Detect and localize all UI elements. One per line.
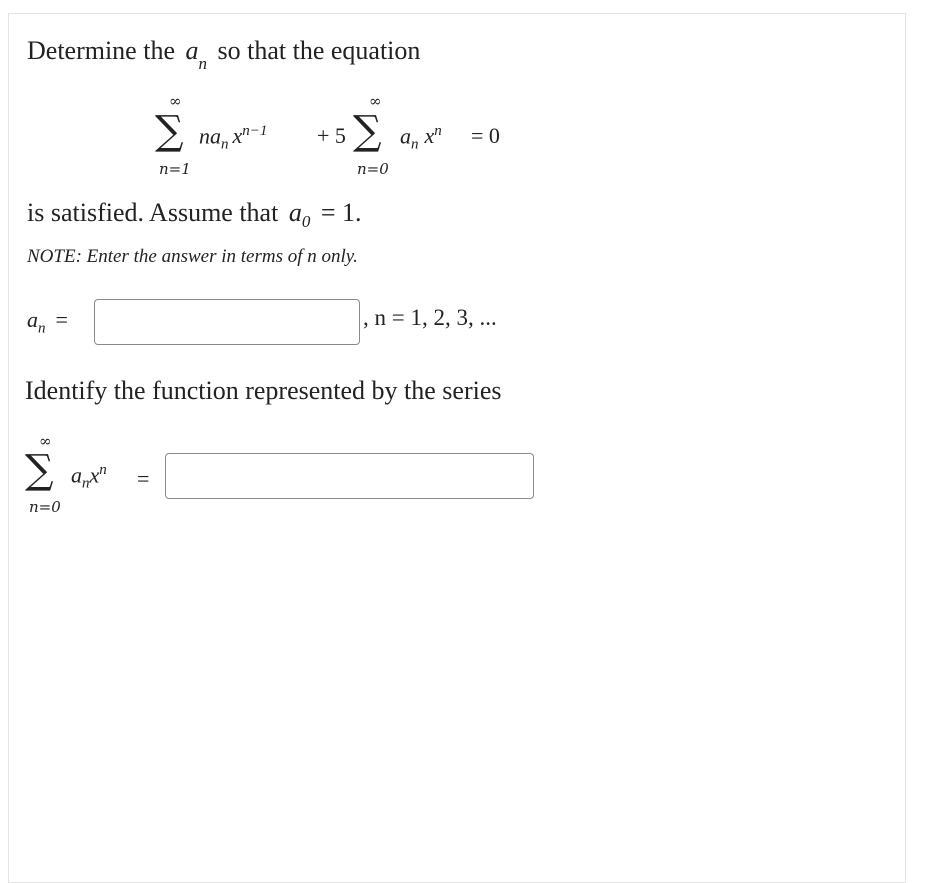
assume-rest: = 1. <box>320 198 362 227</box>
question2-text: Identify the function represented by the series <box>25 376 502 405</box>
answer2-input[interactable] <box>165 453 534 499</box>
satisfied-text: is satisfied. Assume that <box>27 198 279 227</box>
sum2-upper-limit: ∞ <box>369 92 382 110</box>
intro-line <box>27 36 421 74</box>
sum1-upper-limit: ∞ <box>169 92 182 110</box>
series-lower-limit: n=0 <box>29 498 61 516</box>
plus-five: + 5 <box>317 123 346 148</box>
series-term: $a_nx^n$ <box>71 462 107 492</box>
note-text: NOTE: Enter the answer in terms of n only. <box>27 246 358 267</box>
intro-var: $a_n$ <box>185 36 207 74</box>
series-upper-limit: ∞ <box>39 432 52 450</box>
answer1-suffix: , n = 1, 2, 3, ... <box>363 305 497 330</box>
sum1-lower-limit: n=1 <box>159 160 191 178</box>
series-equals: = <box>137 466 150 491</box>
sum2-term: $a_n$ $x^n$ <box>400 123 442 153</box>
problem-card <box>8 13 906 883</box>
assumption-line <box>27 198 362 232</box>
intro-text: Determine the <box>27 36 175 65</box>
sum2-sigma: ∑ <box>353 108 382 154</box>
sum1-term: $na_n$ $x^{n-1}$ <box>199 123 268 153</box>
answer1-input[interactable] <box>94 299 360 345</box>
sum1-sigma: ∑ <box>155 108 184 154</box>
equals-zero: = 0 <box>471 123 500 148</box>
assume-var: $a_0$ <box>288 198 311 232</box>
series-sigma: ∑ <box>25 447 54 493</box>
intro-rest: so that the equation <box>217 36 421 65</box>
sum2-lower-limit: n=0 <box>357 160 389 178</box>
answer1-label: $a_n$ = <box>27 307 68 337</box>
